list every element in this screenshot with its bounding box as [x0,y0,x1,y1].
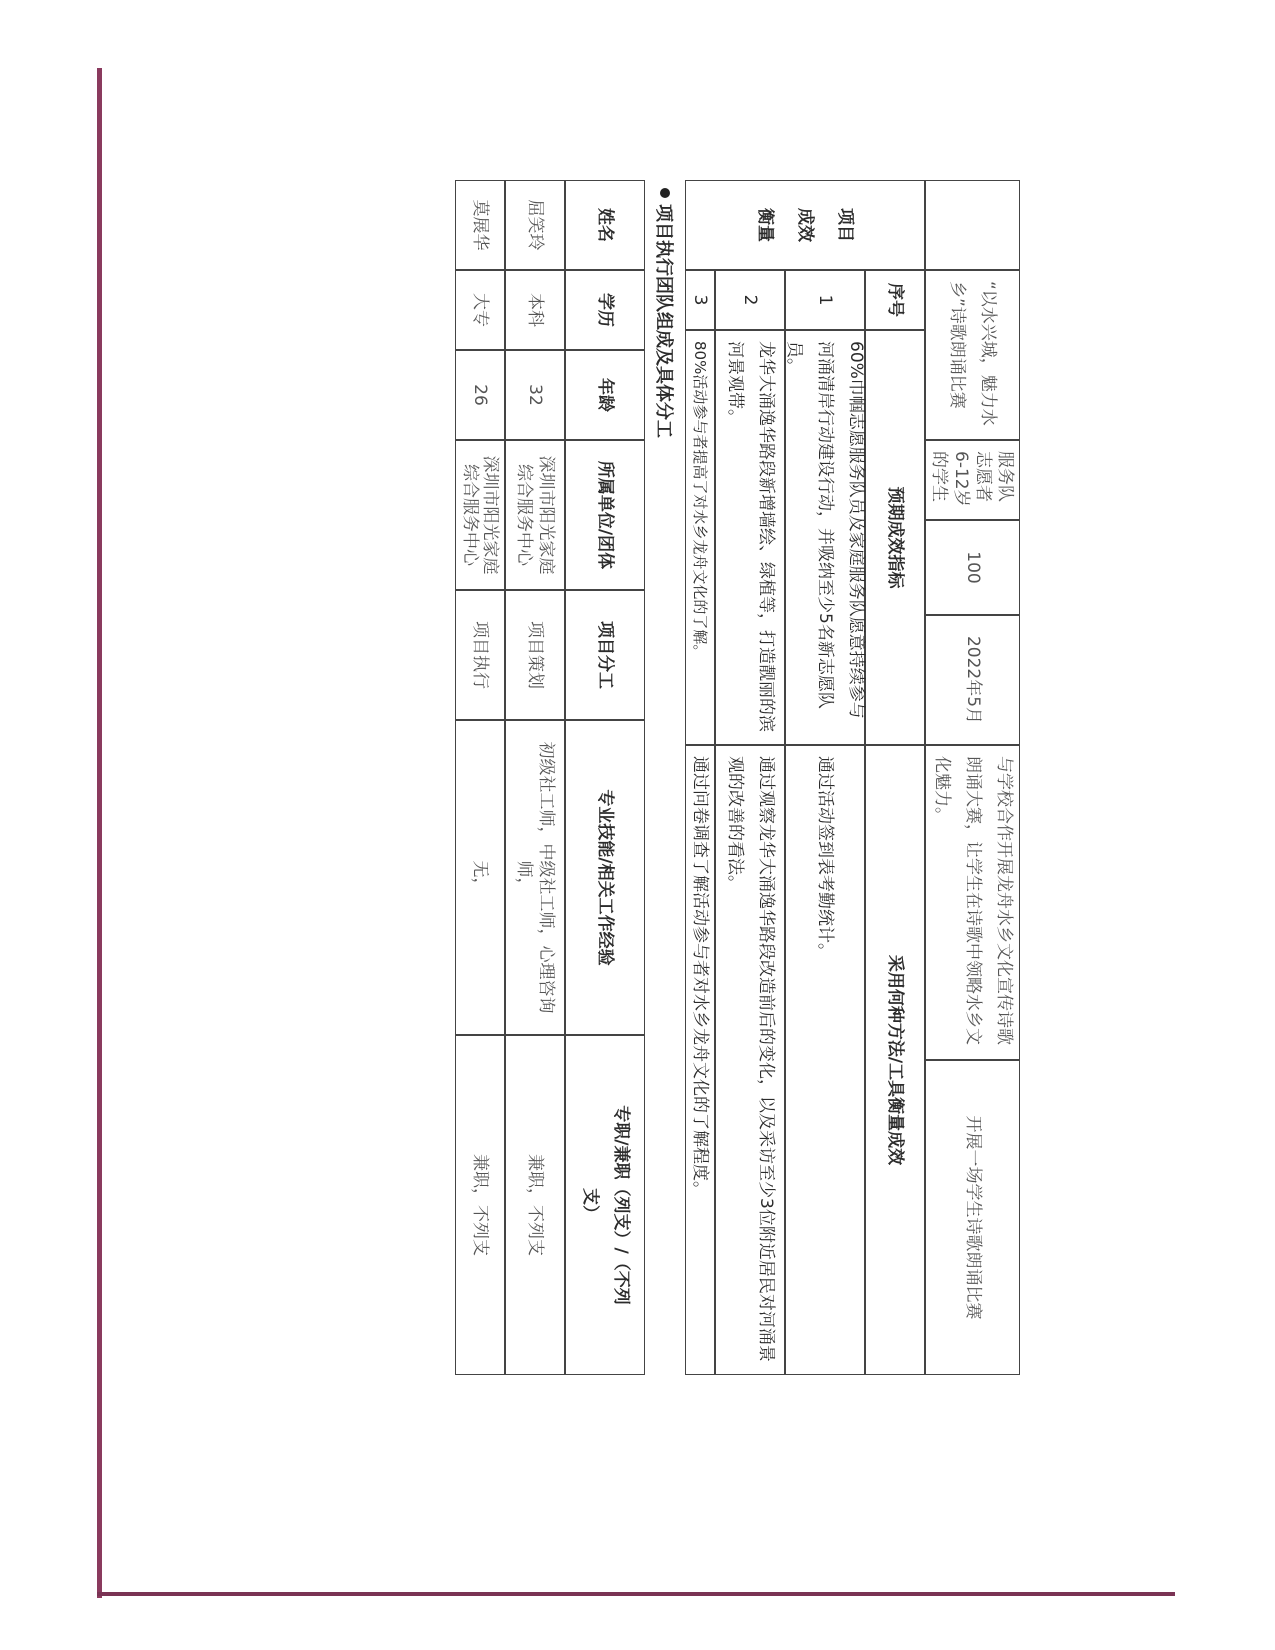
outcome-row-index: 1 [785,270,865,330]
member-name: 莫展华 [455,180,505,270]
outcomes-header-method: 采用何种方法/工具衡量成效 [865,745,925,1375]
team-header-type: 专职/兼职（列支）/（不列支） [565,1035,645,1375]
activity-target: 服务队志愿者 6-12岁的学生 [925,440,1020,520]
outcomes-header-index: 序号 [865,270,925,330]
team-header-education: 学历 [565,270,645,350]
outcome-row-index: 3 [685,270,715,330]
member-org: 深圳市阳光家庭综合服务中心 [505,440,565,590]
team-header-org: 所属单位/团体 [565,440,645,590]
member-age: 32 [505,350,565,440]
team-header-age: 年龄 [565,350,645,440]
page-border-left [97,68,102,1598]
outcome-row-indicator: 80%活动参与者提高了对水乡龙舟文化的了解。 [685,330,715,745]
activity-output: 开展一场学生诗歌朗诵比赛 [925,1060,1020,1375]
outcomes-header-indicator: 预期成效指标 [865,330,925,745]
top-row-blank-cell [925,180,1020,270]
team-section-title [650,188,680,438]
activity-time: 2022年5月 [925,615,1020,745]
member-name: 屈笑玲 [505,180,565,270]
member-role: 项目执行 [455,590,505,720]
member-skills: 无， [455,720,505,1035]
outcome-row-method: 通过问卷调查了解活动参与者对水乡龙舟文化的了解程度。 [685,745,715,1375]
outcome-row-method: 通过活动签到表考勤统计。 [785,745,865,1375]
activity-content: 与学校合作开展龙舟水乡文化宣传诗歌朗诵大赛，让学生在诗歌中领略水乡文化魅力。 [925,745,1020,1060]
team-header-skills: 专业技能/相关工作经验 [565,720,645,1035]
team-header-name: 姓名 [565,180,645,270]
outcomes-section-label: 项目成效衡量 [685,180,925,270]
outcome-row-indicator: 龙华大涌逸华路段新增墙绘、绿植等，打造靓丽的滨河景观带。 [715,330,785,745]
team-section-title-text: 项目执行团队组成及具体分工 [653,204,674,438]
rotated-document-sheet [300,180,1020,1375]
member-education: 本科 [505,270,565,350]
member-skills: 初级社工师，中级社工师，心理咨询师， [505,720,565,1035]
outcome-row-indicator: 60%巾帼志愿服务队员及家庭服务队愿意持续参与河涌清岸行动建设行动，并吸纳至少5名新志愿队员。 [785,330,865,745]
member-age: 26 [455,350,505,440]
bullet-dot-icon [660,188,670,198]
activity-count: 100 [925,520,1020,615]
member-type: 兼职，不列支 [505,1035,565,1375]
activity-name: “以水兴城，魅力水乡”诗歌朗诵比赛 [925,270,1020,440]
outcome-row-method: 通过观察龙华大涌逸华路段改造前后的变化，以及采访至少3位附近居民对河涌景观的改善的看法。 [715,745,785,1375]
team-header-role: 项目分工 [565,590,645,720]
page-border-bottom [97,1592,1175,1596]
member-type: 兼职，不列支 [455,1035,505,1375]
member-org: 深圳市阳光家庭综合服务中心 [455,440,505,590]
outcome-row-index: 2 [715,270,785,330]
member-education: 大专 [455,270,505,350]
member-role: 项目策划 [505,590,565,720]
